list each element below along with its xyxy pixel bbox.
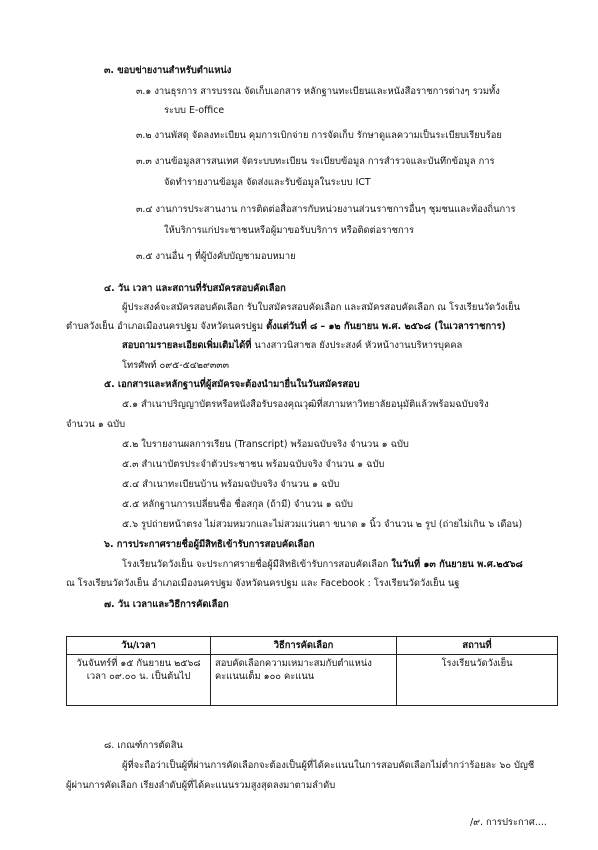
section-4-para-2: ตำบลวังเย็น อำเภอเมืองนครปฐม จังหวัดนครปฐม ตั้งแต่วันที่ ๘ – ๑๒ กันยายน พ.ศ. ๒๕๖๘ (ในเวลาราชการ) [66,321,506,332]
section-4-contact: สอบถามรายละเอียดเพิ่มเติมได้ที่ นางสาวนิสาชล ยังประสงค์ หัวหน้างานบริหารบุคคล [122,340,463,351]
section-5-item-4: ๕.๔ สำเนาทะเบียนบ้าน พร้อมฉบับจริง จำนวน ๑ ฉบับ [122,479,340,490]
next-page-indicator: /๙. การประกาศ.... [470,817,547,828]
section-5-item-1-cont: จำนวน ๑ ฉบับ [66,419,126,430]
section-3-item-1-cont: ระบบ E-office [164,105,225,116]
section-3-item-4: ๓.๔ งานการประสานงาน การติดต่อสื่อสารกับหน่วยงานส่วนราชการอื่นๆ ชุมชนและท้องถิ่นการ [136,204,516,215]
section-3-item-3: ๓.๓ งานข้อมูลสารสนเทศ จัดระบบทะเบียน ระเบียบข้อมูล การสำรวจและบันทึกข้อมูล การ [136,156,495,167]
section-3-item-3-cont: จัดทำรายงานข้อมูล จัดส่งและรับข้อมูลในระบบ ICT [164,177,371,188]
section-6-para-2: ณ โรงเรียนวัดวังเย็น อำเภอเมืองนครปฐม จังหวัดนครปฐม และ Facebook : โรงเรียนวัดวังเย็น นฐ [66,578,460,589]
section-5-heading: ๕. เอกสารและหลักฐานที่ผู้สมัครจะต้องนำมายื่นในวันสมัครสอบ [104,379,360,390]
section-5-item-5: ๕.๕ หลักฐานการเปลี่ยนชื่อ ชื่อสกุล (ถ้ามี) จำนวน ๑ ฉบับ [122,499,353,510]
table-header-date: วัน/เวลา [67,637,211,655]
exam-time: เวลา ๐๙.๐๐ น. เป็นต้นไป [86,671,191,682]
section-5-item-1: ๕.๑ สำเนาปริญญาบัตรหรือหนังสือรับรองคุณวุฒิที่สภามหาวิทยาลัยอนุมัติแล้วพร้อมฉบับจริง [122,399,489,410]
table-header-row [67,637,558,655]
table-cell-date [67,655,211,706]
section-5-item-2: ๕.๒ ใบรายงานผลการเรียน (Transcript) พร้อมฉบับจริง จำนวน ๑ ฉบับ [122,439,409,450]
section-3-item-2: ๓.๒ งานพัสดุ จัดลงทะเบียน คุมการเบิกจ่าย การจัดเก็บ รักษาดูแลความเป็นระเบียบเรียบร้อย [136,130,502,141]
section-8-para-1: ผู้ที่จะถือว่าเป็นผู้ที่ผ่านการคัดเลือกจะต้องเป็นผู้ที่ได้คะแนนในการสอบคัดเลือกไม่ต่ำกว่าร้อยละ ๖๐ บัญชี [122,760,535,771]
section-4-para-1: ผู้ประสงค์จะสมัครสอบคัดเลือก รับใบสมัครสอบคัดเลือก และสมัครสอบคัดเลือก ณ โรงเรียนวัดวังเย็น [122,302,521,313]
section-5-item-6: ๕.๖ รูปถ่ายหน้าตรง ไม่สวมหมวกและไม่สวมแว่นตา ขนาด ๑ นิ้ว จำนวน ๒ รูป (ถ่ายไม่เกิน ๖ เดือน) [122,519,523,530]
section-4-phone: โทรศัพท์ ๐๙๕-๕๔๒๙๓๓๓ [122,360,230,371]
exam-score: คะแนนเต็ม ๑๐๐ คะแนน [215,671,315,682]
section-5-item-3: ๕.๓ สำเนาบัตรประจำตัวประชาชน พร้อมฉบับจริง จำนวน ๑ ฉบับ [122,459,385,470]
section-3-item-1: ๓.๑ งานธุรการ สารบรรณ จัดเก็บเอกสาร หลักฐานทะเบียนและหนังสือราชการต่างๆ รวมทั้ง [136,86,500,97]
section-3-heading: ๓. ขอบข่ายงานสำหรับตำแหน่ง [104,65,232,76]
table-cell-place: โรงเรียนวัดวังเย็น [397,655,558,706]
exam-date: วันจันทร์ที่ ๑๕ กันยายน ๒๕๖๘ [76,658,201,669]
section-7-heading: ๗. วัน เวลาและวิธีการคัดเลือก [104,599,229,610]
table-row [67,655,558,706]
section-6-heading: ๖. การประกาศรายชื่อผู้มีสิทธิเข้ารับการสอบคัดเลือก [104,539,315,550]
section-8-para-2: ผู้ผ่านการคัดเลือก เรียงลำดับผู้ที่ได้คะแนนรวมสูงสุดลงมาตามลำดับ [66,780,336,791]
section-8-heading: ๘. เกณฑ์การตัดสิน [104,740,183,751]
section-6-para-1: โรงเรียนวัดวังเย็น จะประกาศรายชื่อผู้มีสิทธิเข้ารับการสอบคัดเลือก ในวันที่ ๑๓ กันยายน พ.ศ.๒๕๖๘ [122,559,523,570]
section-3-item-4-cont: ให้บริการแก่ประชาชนหรือผู้มาขอรับบริการ หรือติดต่อราชการ [164,225,414,236]
table-cell-method [211,655,397,706]
selection-schedule-table [66,636,558,706]
table-header-place: สถานที่ [397,637,558,655]
application-period: ตั้งแต่วันที่ ๘ – ๑๒ กันยายน พ.ศ. ๒๕๖๘ (ในเวลาราชการ) [266,321,506,332]
section-3-item-5: ๓.๕ งานอื่น ๆ ที่ผู้บังคับบัญชามอบหมาย [136,251,296,262]
section-4-heading: ๔. วัน เวลา และสถานที่รับสมัครสอบคัดเลือก [104,283,286,294]
announcement-date: ในวันที่ ๑๓ กันยายน พ.ศ.๒๕๖๘ [391,559,523,570]
table-header-method: วิธีการคัดเลือก [211,637,397,655]
exam-method: สอบคัดเลือกความเหมาะสมกับตำแหน่ง [215,658,372,669]
